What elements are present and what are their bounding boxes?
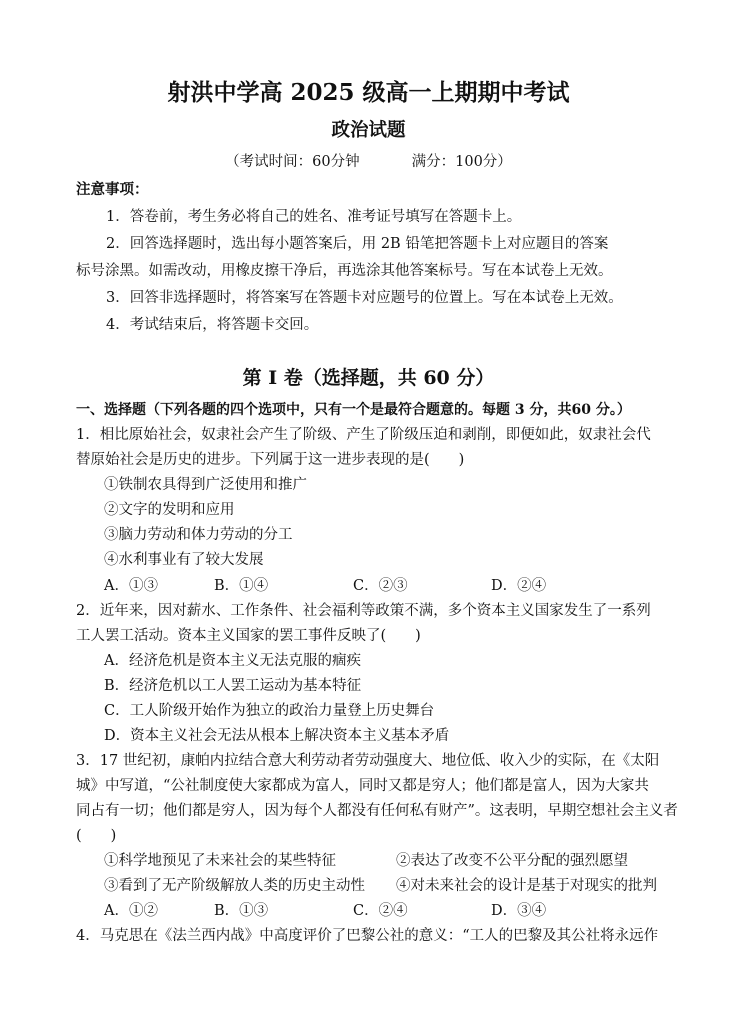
notice-heading: 注意事项： <box>76 181 149 198</box>
question-1-text: 1．相比原始社会，奴隶社会产生了阶级、产生了阶级压迫和剥削，即便如此，奴隶社会代 <box>76 427 651 443</box>
q3-choice-d: D．③④ <box>491 903 547 919</box>
q1-statement: ②文字的发明和应用 <box>104 502 235 518</box>
question-3-text: ( ) <box>76 828 117 844</box>
q3-statement: ②表达了改变不公平分配的强烈愿望 <box>396 853 628 869</box>
question-3-text: 3．17 世纪初，康帕内拉结合意大利劳动者劳动强度大、地位低、收入少的实际，在《太阳 <box>76 753 660 769</box>
question-2-text: 工人罢工活动。资本主义国家的罢工事件反映了( ) <box>76 628 421 644</box>
q1-choice-d: D．②④ <box>491 578 547 594</box>
exam-title: 射洪中学高 2025 级高一上期期中考试 <box>167 79 570 106</box>
q2-choice-c: C．工人阶级开始作为独立的政治力量登上历史舞台 <box>104 703 435 719</box>
instruction-body: （下列各题的四个选项中，只有一个是最符合题意的。每题 3 分，共60 分。） <box>146 402 631 418</box>
question-1-text: 替原始社会是历史的进步。下列属于这一进步表现的是( ) <box>76 452 465 468</box>
q1-statement: ③脑力劳动和体力劳动的分工 <box>104 527 293 543</box>
q1-choice-a: A．①③ <box>104 578 158 594</box>
notice-item: 2．回答选择题时，选出每小题答案后，用 2B 铅笔把答题卡上对应题目的答案 <box>106 236 609 252</box>
exam-score: 满分：100分） <box>411 154 512 170</box>
notice-item: 1．答卷前，考生务必将自己的姓名、准考证号填写在答题卡上。 <box>106 209 522 225</box>
question-3-text: 城》中写道，“公社制度使大家都成为富人，同时又都是穷人；他们都是富人，因为大家共 <box>76 778 649 794</box>
q3-choice-a: A．①② <box>104 903 158 919</box>
exam-info <box>0 152 737 172</box>
question-4-text: 4．马克思在《法兰西内战》中高度评价了巴黎公社的意义：“工人的巴黎及其公社将永远作 <box>76 928 659 944</box>
q2-choice-a: A．经济危机是资本主义无法克服的痼疾 <box>104 653 361 669</box>
section-title: 第 I 卷（选择题，共 60 分） <box>242 367 495 389</box>
notice-item: 4．考试结束后，将答题卡交回。 <box>106 317 319 333</box>
q1-choice-c: C．②③ <box>353 578 408 594</box>
instruction-head: 一、选择题 <box>76 402 146 418</box>
exam-subject: 政治试题 <box>331 120 406 141</box>
notice-item: 3．回答非选择题时，将答案写在答题卡对应题号的位置上。写在本试卷上无效。 <box>106 290 623 306</box>
q3-statement: ③看到了无产阶级解放人类的历史主动性 <box>104 878 365 894</box>
q3-choice-c: C．②④ <box>353 903 408 919</box>
q3-statement: ①科学地预见了未来社会的某些特征 <box>104 853 336 869</box>
q1-choice-b: B．①④ <box>214 578 269 594</box>
question-3-text: 同占有一切；他们都是穷人，因为每个人都没有任何私有财产”。这表明，早期空想社会主义者 <box>76 803 678 819</box>
q1-statement: ①铁制农具得到广泛使用和推广 <box>104 477 307 493</box>
q1-statement: ④水利事业有了较大发展 <box>104 552 264 568</box>
q2-choice-d: D．资本主义社会无法从根本上解决资本主义基本矛盾 <box>104 728 450 744</box>
section-instruction <box>76 400 631 420</box>
q2-choice-b: B．经济危机以工人罢工运动为基本特征 <box>104 678 362 694</box>
question-2-text: 2．近年来，因对薪水、工作条件、社会福利等政策不满，多个资本主义国家发生了一系列 <box>76 603 651 619</box>
q3-statement: ④对未来社会的设计是基于对现实的批判 <box>396 878 657 894</box>
q3-choice-b: B．①③ <box>214 903 269 919</box>
exam-time: （考试时间：60分钟 <box>225 154 360 170</box>
notice-item: 标号涂黑。如需改动，用橡皮擦干净后，再选涂其他答案标号。写在本试卷上无效。 <box>76 263 613 279</box>
